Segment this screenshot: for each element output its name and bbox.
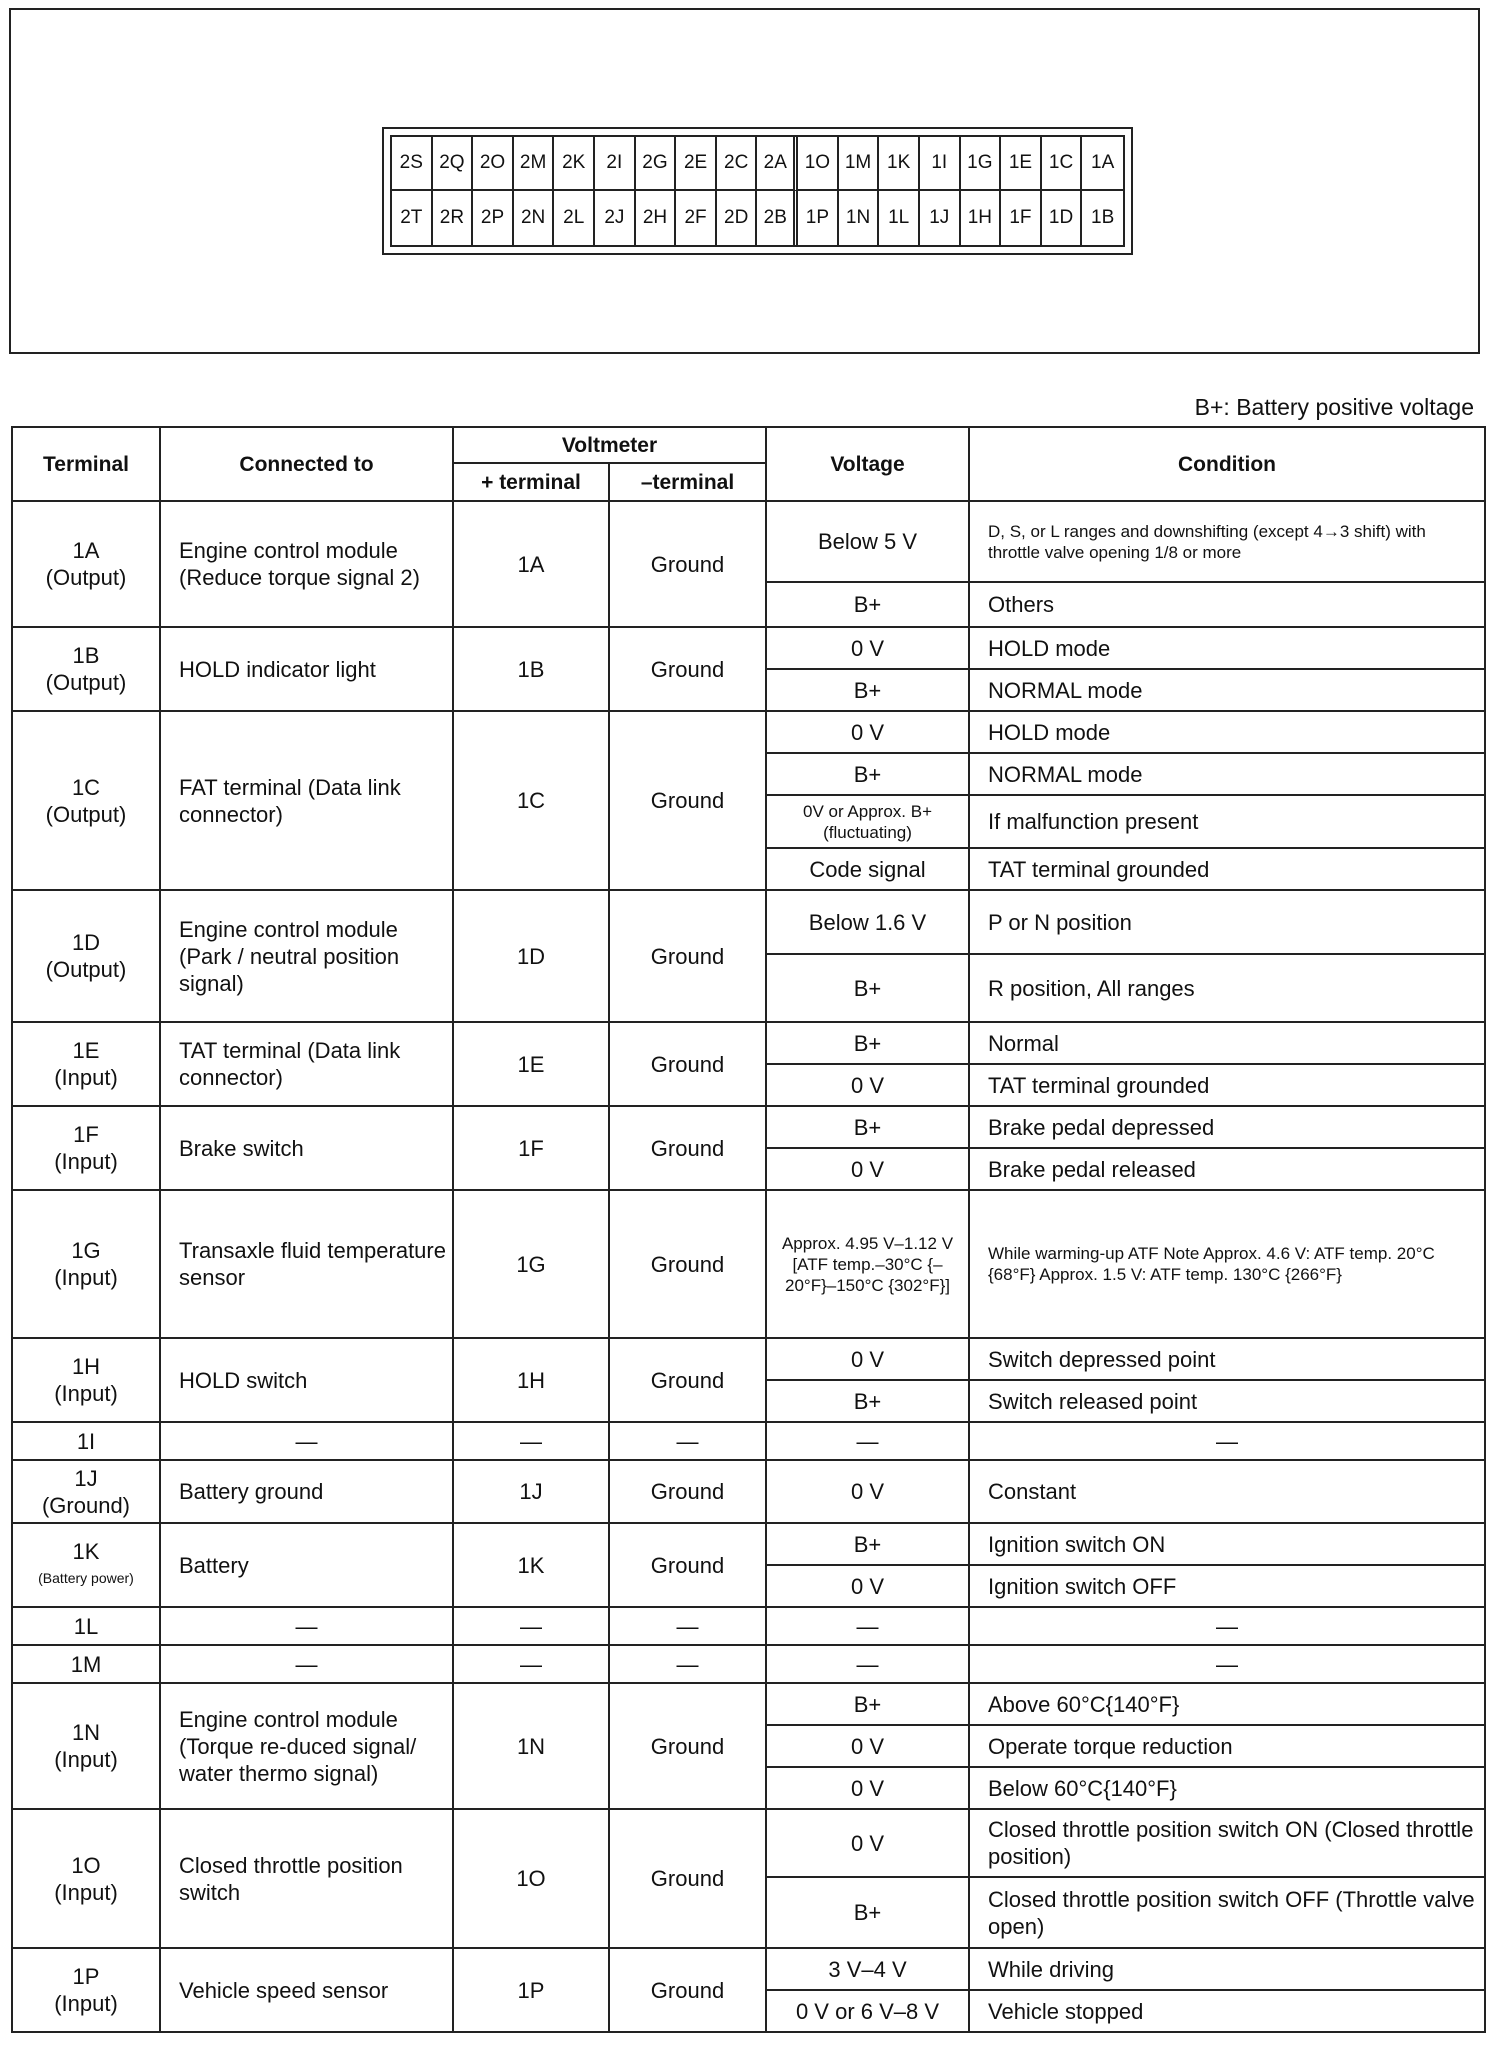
- condition-cell: Ignition switch ON: [969, 1523, 1485, 1565]
- condition-cell: D, S, or L ranges and downshifting (except 4→3 shift) with throttle valve opening 1/8 or more: [969, 501, 1485, 582]
- minus-terminal-cell: Ground: [609, 1948, 766, 2032]
- terminal-cell: [12, 890, 160, 1022]
- voltage-cell: 0 V: [766, 711, 969, 753]
- connector-shell: [382, 127, 1133, 255]
- minus-terminal-cell: Ground: [609, 1190, 766, 1338]
- connected-to-cell: FAT terminal (Data link connector): [160, 711, 453, 890]
- terminal-id: 1G: [71, 1238, 101, 1263]
- voltage-cell: 0 V: [766, 1338, 969, 1380]
- terminal-type: (Ground): [41, 1492, 131, 1518]
- terminal-cell: [12, 1645, 160, 1683]
- header-terminal: Terminal: [12, 427, 160, 501]
- table-row: [12, 1106, 1485, 1148]
- terminal-id: 1E: [72, 1038, 100, 1063]
- voltage-cell: Below 5 V: [766, 501, 969, 582]
- connector-pin: 2B: [757, 191, 798, 245]
- connector-pin: 1J: [920, 191, 961, 245]
- connector-pin: 2R: [433, 191, 474, 245]
- condition-cell: Brake pedal depressed: [969, 1106, 1485, 1148]
- terminal-type: (Output): [45, 957, 127, 982]
- terminal-cell: [12, 1683, 160, 1809]
- table-row: [12, 1422, 1485, 1460]
- connector-pin: 1H: [961, 191, 1002, 245]
- connected-to-cell: Brake switch: [160, 1106, 453, 1190]
- condition-cell: TAT terminal grounded: [969, 1064, 1485, 1106]
- connector-pin: 2J: [595, 191, 636, 245]
- terminal-cell: [12, 1422, 160, 1460]
- terminal-id: 1A: [72, 538, 100, 563]
- plus-terminal-cell: 1F: [453, 1106, 609, 1190]
- connected-to-cell: —: [160, 1422, 453, 1460]
- voltage-cell: B+: [766, 669, 969, 711]
- voltage-cell: —: [766, 1422, 969, 1460]
- voltage-cell: Approx. 4.95 V–1.12 V [ATF temp.–30°C {–20°F}–150°C {302°F}]: [766, 1190, 969, 1338]
- plus-terminal-cell: 1H: [453, 1338, 609, 1422]
- minus-terminal-cell: Ground: [609, 1338, 766, 1422]
- condition-cell: Constant: [969, 1460, 1485, 1523]
- connector-pin: 1M: [839, 137, 880, 191]
- condition-cell: P or N position: [969, 890, 1485, 954]
- connector-pin: 2A: [757, 137, 798, 191]
- terminal-id: 1N: [71, 1720, 101, 1745]
- table-row: [12, 1190, 1485, 1338]
- condition-cell: Closed throttle position switch ON (Closed throttle position): [969, 1809, 1485, 1877]
- header-voltmeter: Voltmeter: [453, 427, 766, 463]
- voltage-cell: B+: [766, 954, 969, 1022]
- terminal-cell: [12, 627, 160, 711]
- condition-cell: If malfunction present: [969, 795, 1485, 848]
- connected-to-cell: —: [160, 1607, 453, 1645]
- plus-terminal-cell: 1C: [453, 711, 609, 890]
- terminal-type: (Output): [45, 801, 127, 827]
- voltage-cell: 0 V: [766, 1460, 969, 1523]
- minus-terminal-cell: Ground: [609, 711, 766, 890]
- terminal-id: 1B: [72, 643, 100, 668]
- terminal-cell: [12, 501, 160, 627]
- connector-pin: 1P: [798, 191, 839, 245]
- terminal-type: (Input): [54, 1149, 118, 1174]
- connected-to-cell: Battery ground: [160, 1460, 453, 1523]
- connector-pin: 2I: [595, 137, 636, 191]
- terminal-id: 1H: [71, 1354, 101, 1379]
- minus-terminal-cell: Ground: [609, 501, 766, 627]
- plus-terminal-cell: 1B: [453, 627, 609, 711]
- connected-to-cell: Closed throttle position switch: [160, 1809, 453, 1948]
- condition-cell: While driving: [969, 1948, 1485, 1990]
- voltage-cell: B+: [766, 1877, 969, 1948]
- connector-pin: 2C: [717, 137, 758, 191]
- terminal-id: 1P: [72, 1964, 100, 1989]
- condition-cell: Brake pedal released: [969, 1148, 1485, 1190]
- terminal-id: 1I: [76, 1428, 96, 1454]
- connector-pin: 2L: [554, 191, 595, 245]
- connector-pin: 2E: [676, 137, 717, 191]
- terminal-cell: [12, 1809, 160, 1948]
- minus-terminal-cell: —: [609, 1422, 766, 1460]
- condition-cell: —: [969, 1607, 1485, 1645]
- connector-pin: 2M: [514, 137, 555, 191]
- terminal-type: (Battery power): [38, 1570, 134, 1586]
- connected-to-cell: Engine control module (Reduce torque signal 2): [160, 501, 453, 627]
- table-row: [12, 1683, 1485, 1725]
- condition-cell: R position, All ranges: [969, 954, 1485, 1022]
- table-row: [12, 1460, 1485, 1523]
- voltage-cell: B+: [766, 1106, 969, 1148]
- terminal-type: (Output): [45, 670, 127, 695]
- terminal-id: 1M: [70, 1651, 102, 1677]
- terminal-type: (Input): [54, 1381, 118, 1406]
- table-row: [12, 1948, 1485, 1990]
- table-row: [12, 1022, 1485, 1064]
- condition-cell: While warming-up ATF Note Approx. 4.6 V: ATF temp. 20°C {68°F} Approx. 1.5 V: ATF temp. 130°C {266°F}: [969, 1190, 1485, 1338]
- terminal-type: (Input): [54, 1065, 118, 1090]
- voltage-cell: 0 V: [766, 1725, 969, 1767]
- voltage-cell: 0 V: [766, 1809, 969, 1877]
- condition-cell: Below 60°C{140°F}: [969, 1767, 1485, 1809]
- minus-terminal-cell: Ground: [609, 1022, 766, 1106]
- condition-cell: NORMAL mode: [969, 669, 1485, 711]
- table-row: [12, 501, 1485, 582]
- voltage-cell: Below 1.6 V: [766, 890, 969, 954]
- voltage-cell: 0 V: [766, 1565, 969, 1607]
- battery-legend: B+: Battery positive voltage: [1194, 394, 1474, 420]
- condition-cell: —: [969, 1645, 1485, 1683]
- connector-pin: 1N: [839, 191, 880, 245]
- connector-pin: 1C: [1042, 137, 1083, 191]
- condition-cell: TAT terminal grounded: [969, 848, 1485, 890]
- terminal-id: 1J: [74, 1465, 98, 1491]
- condition-cell: —: [969, 1422, 1485, 1460]
- connector-pin: 2H: [636, 191, 677, 245]
- plus-terminal-cell: 1J: [453, 1460, 609, 1523]
- table-row: [12, 711, 1485, 753]
- table-row: [12, 890, 1485, 954]
- connector-pin: 1L: [879, 191, 920, 245]
- terminal-cell: [12, 1523, 160, 1607]
- terminal-cell: [12, 1106, 160, 1190]
- voltage-cell: 0 V: [766, 627, 969, 669]
- table-row: [12, 1809, 1485, 1877]
- connected-to-cell: Engine control module (Park / neutral position signal): [160, 890, 453, 1022]
- connector-pin: 1E: [1001, 137, 1042, 191]
- voltage-cell: 0 V or 6 V–8 V: [766, 1990, 969, 2032]
- connector-pin-grid: [390, 135, 1125, 247]
- terminal-id: 1C: [71, 774, 101, 800]
- condition-cell: NORMAL mode: [969, 753, 1485, 795]
- connector-pin: 2S: [392, 137, 433, 191]
- terminal-voltage-table: [11, 426, 1486, 2033]
- terminal-cell: [12, 1948, 160, 2032]
- connected-to-cell: HOLD switch: [160, 1338, 453, 1422]
- voltage-cell: —: [766, 1645, 969, 1683]
- terminal-cell: [12, 1607, 160, 1645]
- condition-cell: HOLD mode: [969, 711, 1485, 753]
- voltage-cell: 0 V: [766, 1148, 969, 1190]
- minus-terminal-cell: Ground: [609, 627, 766, 711]
- plus-terminal-cell: —: [453, 1645, 609, 1683]
- connected-to-cell: Battery: [160, 1523, 453, 1607]
- connected-to-cell: HOLD indicator light: [160, 627, 453, 711]
- plus-terminal-cell: 1G: [453, 1190, 609, 1338]
- connector-pin: 2O: [473, 137, 514, 191]
- condition-cell: Vehicle stopped: [969, 1990, 1485, 2032]
- condition-cell: Normal: [969, 1022, 1485, 1064]
- connector-pin: 2T: [392, 191, 433, 245]
- connector-pin: 1G: [961, 137, 1002, 191]
- voltage-cell: 3 V–4 V: [766, 1948, 969, 1990]
- connector-pin: 1D: [1042, 191, 1083, 245]
- voltage-cell: B+: [766, 753, 969, 795]
- terminal-type: (Output): [45, 565, 127, 590]
- plus-terminal-cell: 1E: [453, 1022, 609, 1106]
- condition-cell: Closed throttle position switch OFF (Throttle valve open): [969, 1877, 1485, 1948]
- terminal-cell: [12, 1460, 160, 1523]
- header-connected-to: Connected to: [160, 427, 453, 501]
- connected-to-cell: Vehicle speed sensor: [160, 1948, 453, 2032]
- connected-to-cell: Engine control module (Torque re-duced signal/ water thermo signal): [160, 1683, 453, 1809]
- connector-pin: 1K: [879, 137, 920, 191]
- plus-terminal-cell: —: [453, 1607, 609, 1645]
- terminal-cell: [12, 1338, 160, 1422]
- voltage-cell: B+: [766, 1022, 969, 1064]
- plus-terminal-cell: 1K: [453, 1523, 609, 1607]
- table-row: [12, 1607, 1485, 1645]
- header-minus-terminal: –terminal: [609, 463, 766, 501]
- connector-pin: 2K: [554, 137, 595, 191]
- condition-cell: HOLD mode: [969, 627, 1485, 669]
- minus-terminal-cell: Ground: [609, 1106, 766, 1190]
- terminal-type: (Input): [54, 1991, 118, 2016]
- table-row: [12, 1523, 1485, 1565]
- condition-cell: Operate torque reduction: [969, 1725, 1485, 1767]
- condition-cell: Ignition switch OFF: [969, 1565, 1485, 1607]
- terminal-id: 1D: [71, 930, 101, 955]
- terminal-id: 1K: [72, 1539, 100, 1564]
- header-condition: Condition: [969, 427, 1485, 501]
- plus-terminal-cell: 1A: [453, 501, 609, 627]
- terminal-cell: [12, 711, 160, 890]
- condition-cell: Above 60°C{140°F}: [969, 1683, 1485, 1725]
- connector-pin: 2P: [473, 191, 514, 245]
- voltage-cell: —: [766, 1607, 969, 1645]
- minus-terminal-cell: Ground: [609, 1460, 766, 1523]
- minus-terminal-cell: —: [609, 1607, 766, 1645]
- table-row: [12, 1645, 1485, 1683]
- terminal-id: 1F: [73, 1122, 99, 1147]
- plus-terminal-cell: 1N: [453, 1683, 609, 1809]
- connector-pin: 2F: [676, 191, 717, 245]
- minus-terminal-cell: Ground: [609, 1809, 766, 1948]
- voltage-cell: 0V or Approx. B+ (fluctuating): [766, 795, 969, 848]
- connector-diagram: [9, 8, 1480, 354]
- table-row: [12, 1338, 1485, 1380]
- condition-cell: Switch depressed point: [969, 1338, 1485, 1380]
- connector-pin: 1O: [798, 137, 839, 191]
- minus-terminal-cell: Ground: [609, 1683, 766, 1809]
- minus-terminal-cell: Ground: [609, 1523, 766, 1607]
- voltage-cell: 0 V: [766, 1767, 969, 1809]
- connector-pin: 1B: [1091, 207, 1115, 228]
- header-plus-terminal: + terminal: [453, 463, 609, 501]
- connector-pin: 1A: [1082, 137, 1123, 191]
- table-row: [12, 627, 1485, 669]
- minus-terminal-cell: —: [609, 1645, 766, 1683]
- connected-to-cell: TAT terminal (Data link connector): [160, 1022, 453, 1106]
- plus-terminal-cell: —: [453, 1422, 609, 1460]
- connector-pin: 2Q: [433, 137, 474, 191]
- plus-terminal-cell: 1O: [453, 1809, 609, 1948]
- terminal-id: 1L: [73, 1613, 99, 1639]
- connector-pin: 1F: [1001, 191, 1042, 245]
- voltage-cell: B+: [766, 582, 969, 627]
- header-voltage: Voltage: [766, 427, 969, 501]
- terminal-id: 1O: [71, 1852, 101, 1878]
- terminal-type: (Input): [54, 1265, 118, 1290]
- voltage-cell: B+: [766, 1380, 969, 1422]
- connected-to-cell: Transaxle fluid temperature sensor: [160, 1190, 453, 1338]
- plus-terminal-cell: 1P: [453, 1948, 609, 2032]
- voltage-cell: B+: [766, 1523, 969, 1565]
- connector-pin: 2D: [717, 191, 758, 245]
- voltage-cell: 0 V: [766, 1064, 969, 1106]
- terminal-type: (Input): [54, 1747, 118, 1772]
- voltage-cell: Code signal: [766, 848, 969, 890]
- voltage-cell: B+: [766, 1683, 969, 1725]
- connector-pin: 2N: [514, 191, 555, 245]
- connector-pin: 1I: [920, 137, 961, 191]
- terminal-type: (Input): [54, 1879, 118, 1905]
- minus-terminal-cell: Ground: [609, 890, 766, 1022]
- connected-to-cell: —: [160, 1645, 453, 1683]
- plus-terminal-cell: 1D: [453, 890, 609, 1022]
- condition-cell: Others: [969, 582, 1485, 627]
- condition-cell: Switch released point: [969, 1380, 1485, 1422]
- terminal-cell: [12, 1022, 160, 1106]
- connector-pin: 2G: [636, 137, 677, 191]
- terminal-cell: [12, 1190, 160, 1338]
